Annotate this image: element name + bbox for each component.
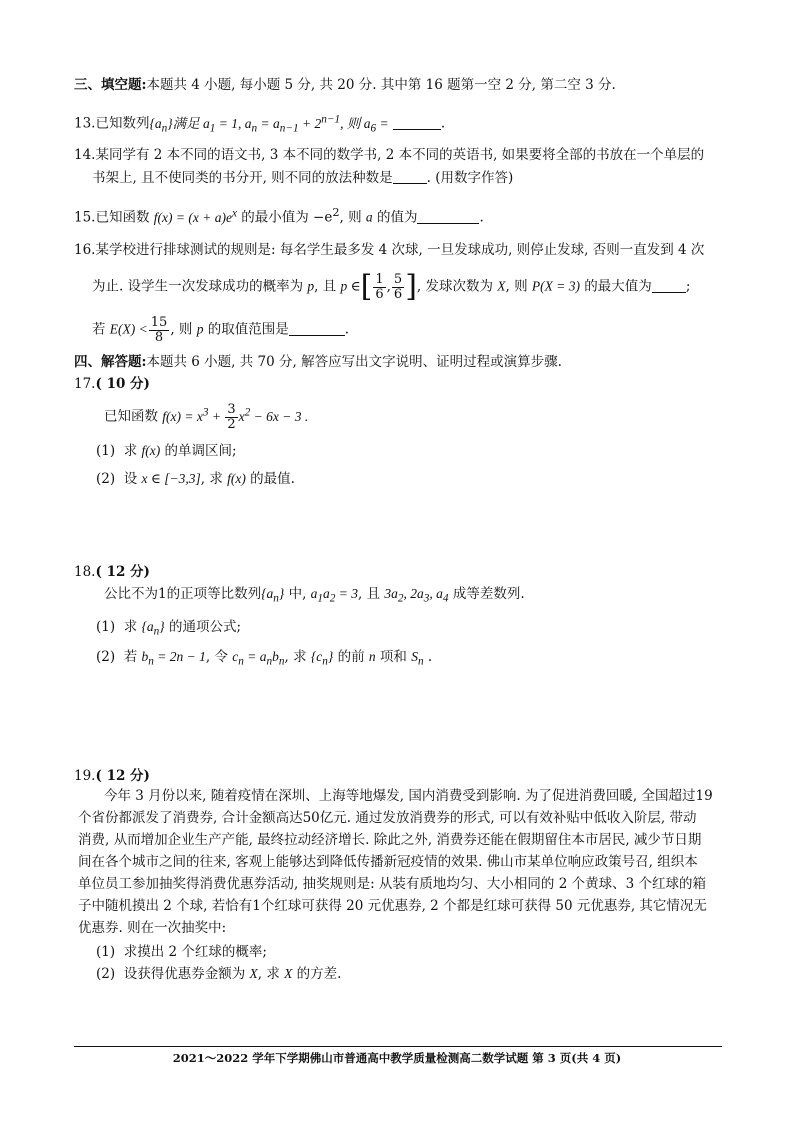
q15-formula (153, 207, 237, 225)
question-19-header (74, 766, 150, 786)
q17-fx: f(x) = x (162, 408, 203, 424)
q19-para-line: 个省份都派发了消费券, 合计金额高达50亿元. 通过发放消费券的形式, 可以有效补贴中低收入阶层, 带动 (78, 810, 697, 826)
q16-text-1: 某学校进行排球测试的规则是: 每名学生最多发 4 次球, 一旦发球成功, 则停止发球, 否则一直发到 4 次 (95, 242, 705, 258)
question-18-header (74, 562, 150, 582)
q18-t2s: 3 (423, 592, 430, 605)
q17-frac-num: 3 (227, 401, 236, 417)
q15-pre: 已知函数 (95, 209, 154, 226)
q18-p2-mid2: , 求 (284, 649, 311, 665)
q16-text-2b: , 且 (314, 278, 341, 295)
q14-text-2: 书架上, 且不使同类的书分开, 则不同的放法种数是 (92, 170, 393, 186)
q18-S-sub: n (417, 655, 424, 668)
q19-p2-c: 的方差. (292, 966, 342, 982)
q18-seq-a: {a (261, 586, 274, 601)
q17-stem-pre: 已知函数 (104, 408, 163, 425)
q13-c1-sub: 1 (209, 122, 216, 135)
q19-X: X (249, 966, 258, 981)
q19-p2-b: , 求 (257, 966, 285, 982)
q16-text-3b: , 则 (170, 321, 197, 338)
q18-t1s: 2 (397, 592, 404, 605)
q15-a: a (365, 209, 373, 225)
q16-PX: P(X = 3) (531, 278, 581, 294)
q19-p2-a: 设获得优惠券金额为 (123, 966, 250, 982)
q13-tail-sub: 6 (370, 122, 377, 135)
q18-n: n (368, 649, 376, 664)
q18-eq3: = 3 (335, 586, 359, 601)
question-13 (74, 109, 445, 138)
q16-frac1 (373, 273, 385, 301)
q16-text-2e: 的最大值为 (580, 278, 652, 295)
question-17-stem (104, 402, 308, 431)
q13-answer-blank[interactable] (393, 115, 441, 130)
q17-p1-tail: 的单调区间; (160, 443, 237, 459)
q18-t2: , 2a (403, 586, 424, 601)
question-16-line3 (92, 316, 349, 344)
q18-cn (232, 649, 285, 668)
q15-sup: x (231, 207, 237, 219)
q17-frac-den: 2 (227, 416, 236, 432)
q18-cn-eq: = a (243, 649, 267, 664)
q17-p2-mid: , 求 (200, 471, 228, 487)
q13-formula (172, 113, 389, 135)
q16-right-bracket: ] (405, 269, 417, 304)
question-16-line2: 为止. 设学生一次发球成功的概率为 p, 且 p ∈[ $\frac{1}{6}$ , $\frac{5}{6}$ ], 发球次数为 X, 则 P(X = 3) 的最大值为 ; (92, 269, 691, 304)
q13-c2-sub: n (251, 122, 258, 135)
q18-seqc-sub: n (322, 655, 328, 668)
q15-tail2: 的值为 (372, 209, 418, 226)
question-14-line2 (92, 168, 513, 188)
question-17-part2 (96, 469, 295, 489)
q18-stem-b: 中, (284, 586, 311, 602)
q18-a1: a (310, 586, 318, 601)
q13-end: . (440, 115, 446, 132)
q18-p1-seq (141, 619, 165, 638)
q17-sup3: 3 (202, 406, 209, 418)
q14-number: 14. (74, 147, 96, 163)
q17-p2-x: x ∈ [−3,3] (141, 471, 201, 486)
q16-text-3d: . (344, 321, 350, 338)
section3-heading (74, 75, 616, 95)
q17-frac (225, 403, 237, 431)
q18-p2-end: . (423, 649, 433, 665)
section3-desc: 本题共 4 小题, 每小题 5 分, 共 20 分. 其中第 16 题第一空 2 分, 第二空 3 分. (146, 77, 616, 93)
q18-p1-pre: 求 (123, 619, 142, 635)
q18-terms (384, 586, 449, 605)
q16-frac2-num: 5 (393, 271, 403, 287)
q17-number: 17. (74, 376, 96, 392)
q18-t3s: 4 (442, 592, 449, 605)
q16-p2: p (196, 321, 204, 337)
q16-frac3-den: 8 (154, 329, 164, 345)
q17-p1-f: f(x) (141, 443, 161, 458)
q17-formula-rest (238, 406, 309, 424)
q18-bn-sub: n (148, 655, 154, 668)
q16-frac1-den: 6 (375, 286, 384, 302)
q13-c2-plus: + 2 (298, 115, 322, 131)
q19-p2-number: (2) (96, 966, 116, 982)
q16-answer-blank-2[interactable] (289, 321, 345, 336)
q18-s1: 1 (317, 592, 324, 605)
q15-mid: 的最小值为 −e (236, 209, 333, 226)
q18-Sn (411, 649, 424, 668)
q13-c1-val: = 1, a (215, 115, 252, 131)
q13-tail-eq: = (376, 115, 389, 131)
q19-para-line: 优惠券. 则在一次抽奖中: (78, 920, 227, 936)
q19-para-line: 今年 3 月份以来, 随着疫情在深圳、上海等地爆发, 国内消费受到影响. 为了促进消费回暖, 全国超过19 (104, 788, 713, 804)
q16-text-2a: 为止. 设学生一次发球成功的概率为 (92, 278, 308, 295)
q17-p2-pre: 设 (123, 471, 142, 487)
q18-number: 18. (74, 564, 96, 580)
q16-text-3c: 的取值范围是 (203, 321, 289, 338)
q13-c2-sub2: n−1 (279, 122, 299, 135)
q15-sup2: 2 (332, 206, 340, 219)
q17-p1-pre: 求 (123, 443, 142, 459)
q13-seq-close: } (167, 115, 173, 131)
q13-seq (149, 115, 173, 135)
q18-score: ( 12 分) (95, 564, 150, 580)
q18-S: S (411, 649, 418, 664)
q18-cn-c: c (232, 649, 239, 664)
section4-desc: 本题共 6 小题, 共 70 分, 解答应写出文字说明、证明过程或演算步骤. (146, 354, 562, 370)
q18-cn-b: b (272, 649, 279, 664)
q16-X: X (497, 278, 506, 294)
question-18-part1 (96, 617, 241, 642)
section4-title: 四、解答题: (74, 354, 147, 370)
q17-score: ( 10 分) (95, 376, 150, 392)
question-15 (74, 203, 484, 228)
q18-cn-a-sub: n (266, 655, 273, 668)
q14-text-1: 某同学有 2 本不同的语文书, 3 本不同的数学书, 2 本不同的英语书, 如果要将全部的书放在一个单层的 (95, 147, 705, 163)
q16-text-2c: , 发球次数为 (416, 278, 498, 295)
q18-a1a2 (310, 586, 359, 605)
q13-seq-sub: n (161, 122, 168, 135)
question-18-stem (104, 584, 525, 609)
q18-p1-seq-sub: n (153, 625, 160, 638)
q16-number: 16. (74, 242, 96, 258)
q18-seq-sub: n (273, 592, 279, 605)
question-17-part1 (96, 441, 237, 461)
q16-text-2d: , 则 (505, 278, 532, 295)
page-footer: 2021～2022 学年下学期佛山市普通高中教学质量检测高二数学试题 第 3 页(共 4 页) (172, 1051, 622, 1065)
q13-tail: , 则 a (340, 115, 371, 131)
q16-frac2 (392, 273, 404, 301)
q18-s2: 2 (329, 592, 336, 605)
q19-score: ( 12 分) (95, 768, 150, 784)
q16-text-2f: ; (685, 278, 691, 295)
q13-c2-sup: n−1 (321, 113, 341, 125)
q18-a2: a (323, 586, 330, 601)
q17-p2-number: (2) (96, 471, 116, 487)
q18-seqc-close: } (327, 649, 334, 664)
q14-answer-blank[interactable] (393, 169, 427, 184)
q18-seqc (310, 649, 334, 668)
q16-left-bracket: [ (360, 269, 373, 304)
question-14-line1 (74, 145, 704, 165)
q13-seq-a: {a (149, 115, 162, 131)
q19-para-line: 间在各个城市之间的往来, 客观上能够达到降低传播新冠疫情的效果. 佛山市某单位响应政策号召, 组织本 (78, 854, 698, 870)
q18-p2-mid: , 令 (205, 649, 233, 665)
q16-answer-blank-1[interactable] (652, 278, 686, 293)
footer-divider (74, 1046, 722, 1047)
q18-bn (141, 649, 206, 668)
q13-number: 13. (74, 115, 96, 132)
q17-plus: + (208, 408, 225, 424)
q17-x2: x (238, 408, 245, 424)
q17-p2-tail: 的最值. (245, 471, 295, 487)
q18-stem-d: 成等差数列. (448, 586, 525, 602)
question-16-line1 (74, 240, 704, 260)
q19-para-line: 子中随机摸出 2 个球, 若恰有1个红球可获得 20 元优惠券, 2 个都是红球可获得 50 元优惠券, 其它情况无 (78, 898, 707, 914)
q15-number: 15. (74, 209, 96, 226)
q18-p1-tail: 的通项公式; (164, 619, 242, 635)
q18-seq (261, 586, 285, 605)
q17-formula (162, 406, 225, 424)
q19-p1-number: (1) (96, 944, 116, 960)
q18-p1-seq-close: } (159, 619, 165, 634)
q18-stem-a: 公比不为1的正项等比数列 (104, 586, 262, 602)
q17-p2-f: f(x) (227, 471, 246, 486)
question-19-part1 (96, 942, 267, 962)
q18-seqc-c: {c (310, 649, 323, 664)
q18-p1-number: (1) (96, 619, 116, 635)
q16-frac2-den: 6 (393, 286, 403, 302)
q18-bn-eq: = 2n − 1 (153, 649, 206, 664)
q19-X2: X (284, 966, 293, 981)
q18-cn-b-sub: n (278, 655, 285, 668)
q16-in: p ∈ (340, 278, 361, 294)
q16-p: p (307, 278, 315, 294)
question-18-part2 (96, 647, 432, 672)
q17-rest: − 6x − 3 . (250, 408, 309, 424)
q18-seq-close: } (278, 586, 285, 601)
q17-sup2: 2 (244, 406, 251, 418)
q13-c2-mid: = a (257, 115, 280, 131)
q16-EX: E(X) < (109, 321, 148, 337)
q16-frac3-num: 15 (150, 315, 168, 330)
q18-cn-sub: n (238, 655, 244, 668)
q19-p1-text: 求摸出 2 个红球的概率; (123, 944, 267, 960)
q18-t3: , a (429, 586, 443, 601)
q18-bn-b: b (141, 649, 149, 664)
q13-text: 已知数列 (95, 115, 150, 132)
q15-end: . (479, 209, 484, 226)
q16-text-3a: 若 (92, 321, 110, 338)
section3-title: 三、填空题: (74, 77, 147, 93)
q18-p2-mid4: 项和 (375, 649, 412, 665)
q13-c1: 满足 a (172, 115, 210, 131)
q18-stem-c: , 且 (358, 586, 385, 602)
q19-para-line: 消费, 从而增加企业生产产能, 最终拉动经济增长. 除此之外, 消费券还能在假期留住本市居民, 减少节日期 (78, 832, 702, 848)
q18-t1: 3a (384, 586, 398, 601)
q16-frac3 (149, 316, 170, 344)
q17-p1-number: (1) (96, 443, 116, 459)
question-17-header (74, 374, 150, 394)
q14-text-3: . (用数字作答) (426, 170, 514, 186)
q15-fx: f(x) = (x + a)e (153, 209, 232, 225)
question-19-part2 (96, 964, 341, 984)
q19-para-line: 单位员工参加抽奖得消费优惠券活动, 抽奖规则是: 从装有质地均匀、大小相同的 2 个黄球、3 个红球的箱 (78, 876, 706, 892)
q16-frac1-num: 1 (375, 271, 384, 287)
q18-p2-number: (2) (96, 649, 116, 665)
q15-tail: , 则 (339, 209, 366, 226)
q19-number: 19. (74, 768, 96, 784)
section4-heading (74, 352, 562, 372)
q18-p2-mid3: 的前 (333, 649, 369, 665)
q15-answer-blank[interactable] (417, 209, 479, 224)
q18-p2-pre: 若 (123, 649, 142, 665)
q18-p1-seq-a: {a (141, 619, 154, 634)
